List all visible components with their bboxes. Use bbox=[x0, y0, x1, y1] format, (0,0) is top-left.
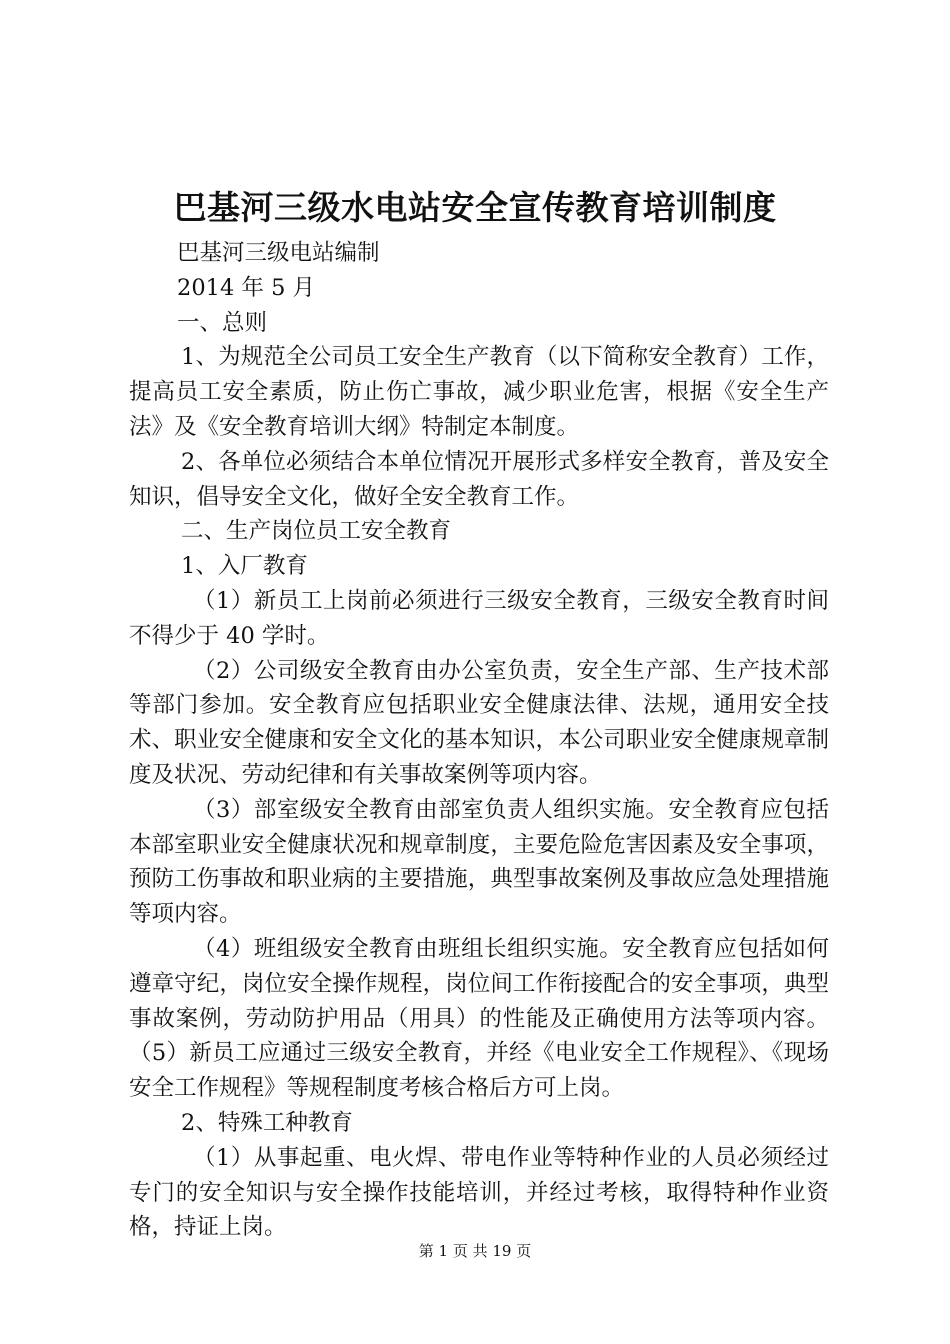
paragraph: （3）部室级安全教育由部室负责人组织实施。安全教育应包括本部室职业安全健康状况和规章制度，主要危险危害因素及安全事项，预防工伤事故和职业病的主要措施，典型事故案例及事故应急处理措施等项内容。 bbox=[129, 796, 829, 928]
paragraph: （4）班组级安全教育由班组长组织实施。安全教育应包括如何遵章守纪，岗位安全操作规程，岗位间工作衔接配合的安全事项，典型事故案例，劳动防护用品（用具）的性能及正确使用方法等项内容。（5）新员工应通过三级安全教育，并经《电业安全工作规程》、《现场安全工作规程》等规程制度考核合格后方可上岗。 bbox=[129, 935, 829, 1102]
section-heading-production: 二、生产岗位员工安全教育 bbox=[181, 518, 452, 545]
subsection-heading-special: 2、特殊工种教育 bbox=[181, 1109, 353, 1136]
document-body bbox=[129, 236, 829, 1245]
subsection-heading-entry: 1、入厂教育 bbox=[181, 553, 308, 580]
page-footer: 第 1 页 共 19 页 bbox=[418, 1242, 532, 1260]
section-heading-general: 一、总则 bbox=[177, 309, 268, 336]
paragraph: （1）新员工上岗前必须进行三级安全教育，三级安全教育时间不得少于 40 学时。 bbox=[129, 587, 829, 649]
author-line: 巴基河三级电站编制 bbox=[177, 240, 380, 266]
paragraph: （1）从事起重、电火焊、带电作业等特种作业的人员必须经过专门的安全知识与安全操作技能培训，并经过考核，取得特种作业资格，持证上岗。 bbox=[129, 1144, 829, 1241]
document-title: 巴基河三级水电站安全宣传教育培训制度 bbox=[173, 188, 777, 227]
paragraph: 2、各单位必须结合本单位情况开展形式多样安全教育，普及安全知识，倡导安全文化，做好全安全教育工作。 bbox=[129, 448, 829, 510]
date-line: 2014 年 5 月 bbox=[177, 274, 316, 301]
paragraph: （2）公司级安全教育由办公室负责，安全生产部、生产技术部等部门参加。安全教育应包括职业安全健康法律、法规，通用安全技术、职业安全健康和安全文化的基本知识，本公司职业安全健康规章制度及状况、劳动纪律和有关事故案例等项内容。 bbox=[129, 657, 829, 788]
paragraph: 1、为规范全公司员工安全生产教育（以下简称安全教育）工作，提高员工安全素质，防止伤亡事故，减少职业危害，根据《安全生产法》及《安全教育培训大纲》特制定本制度。 bbox=[129, 344, 829, 440]
